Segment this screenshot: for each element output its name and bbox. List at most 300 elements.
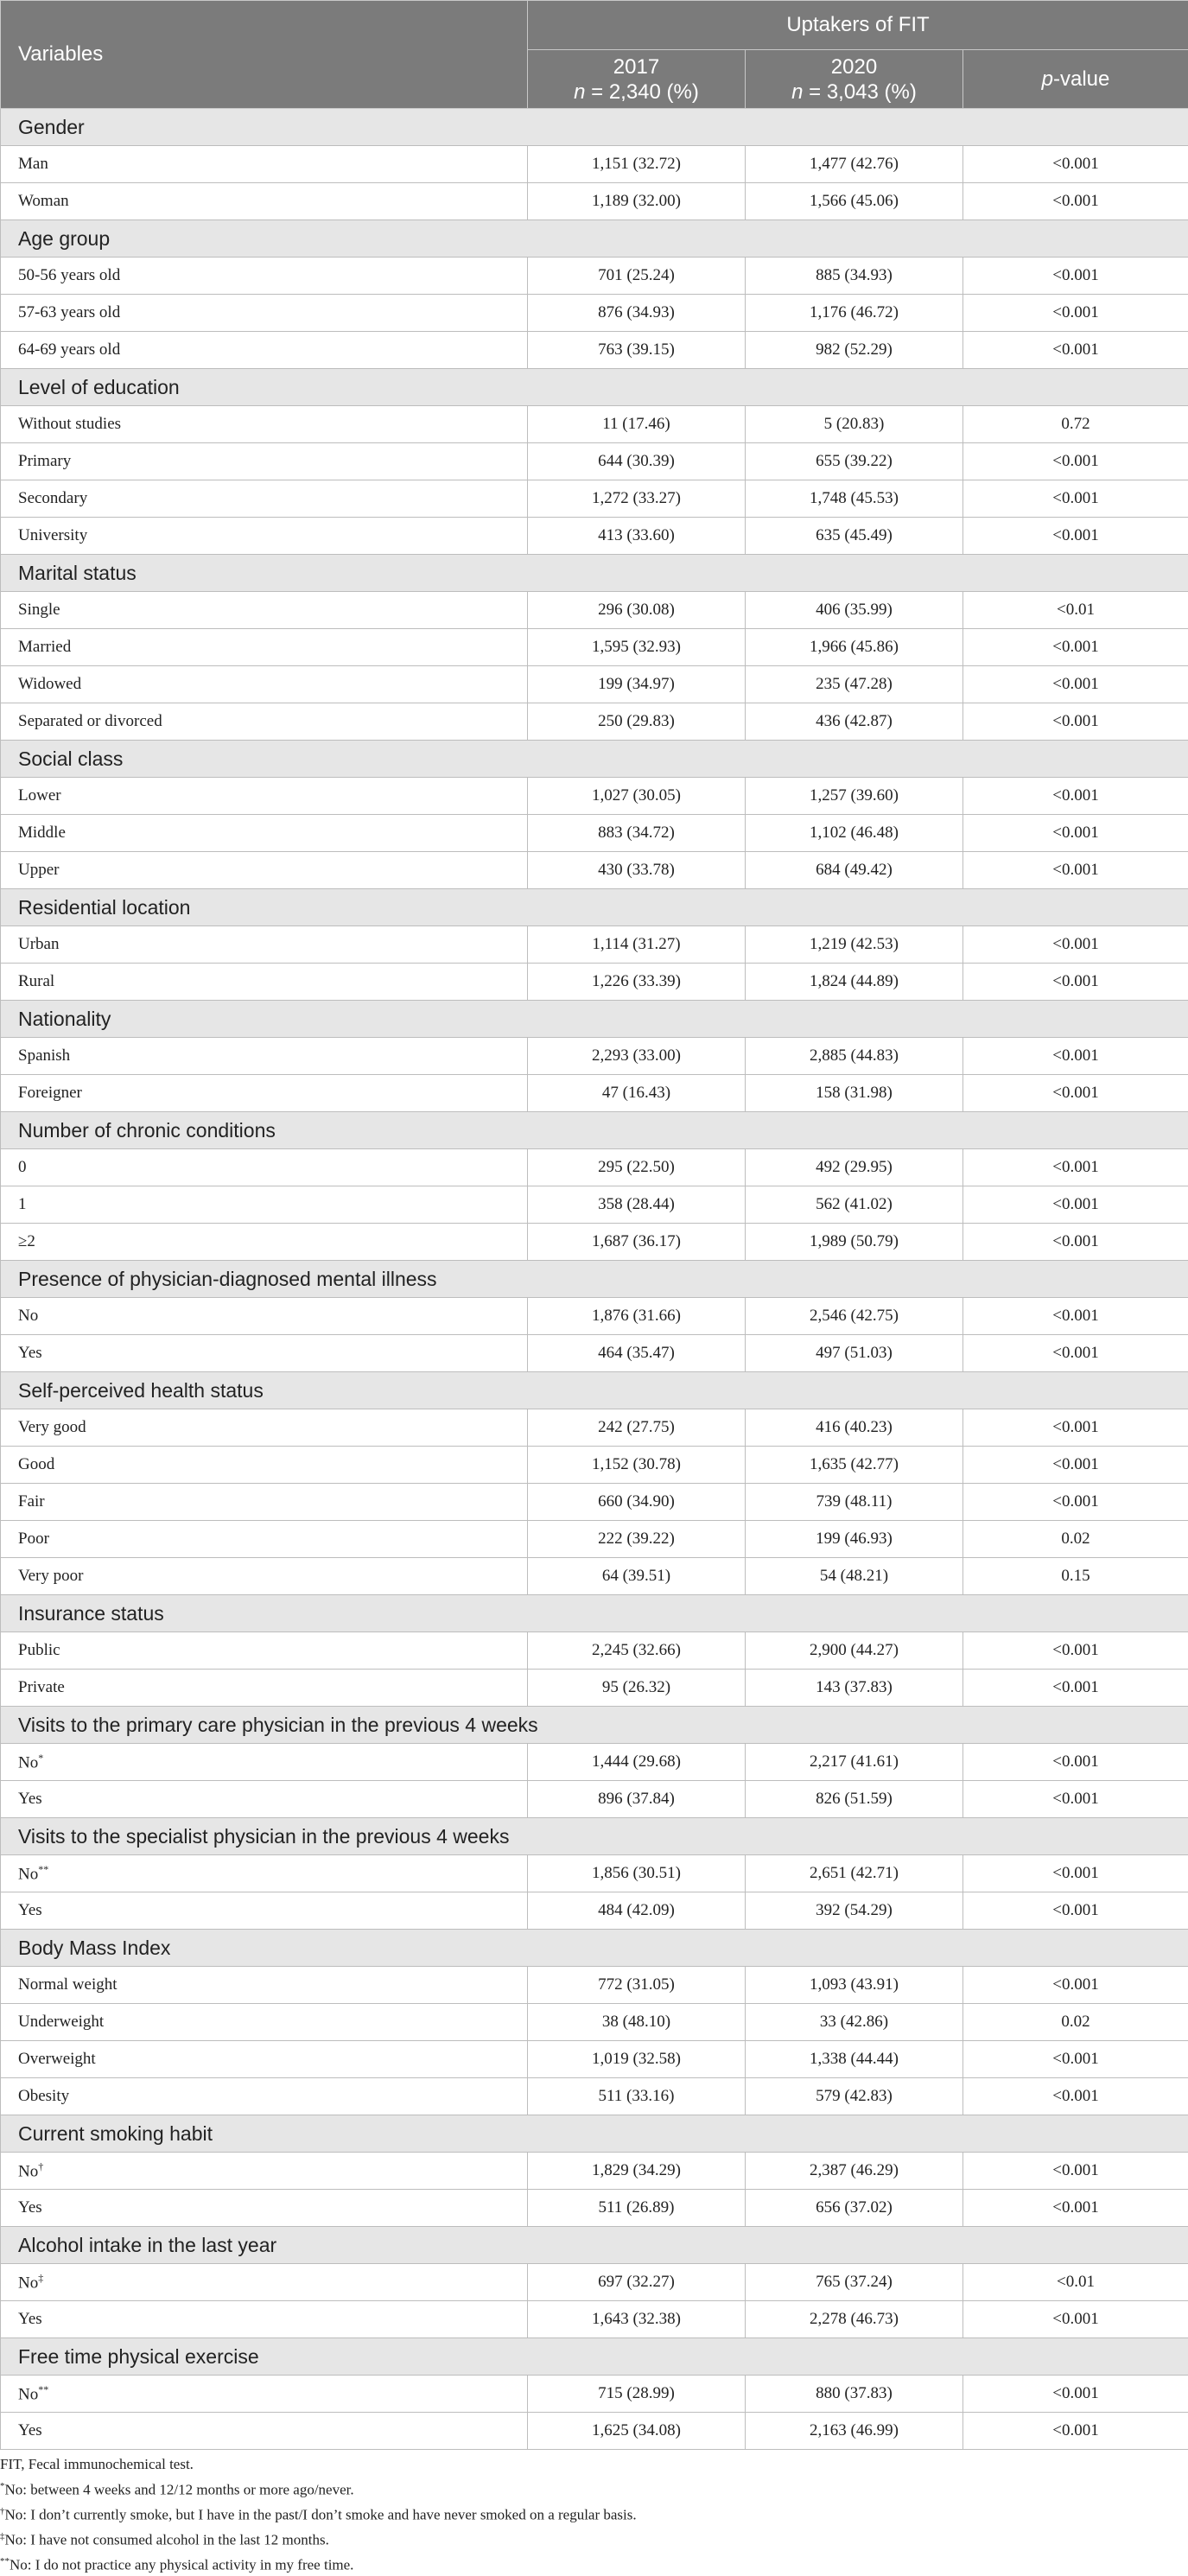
value-2017-cell: 1,444 (29.68) (528, 1744, 746, 1781)
value-2020-cell: 2,546 (42.75) (746, 1298, 963, 1335)
value-2017-cell: 242 (27.75) (528, 1409, 746, 1447)
pvalue-cell: <0.001 (963, 1892, 1188, 1930)
footnote (0, 2526, 637, 2551)
year-2017-header: 2017 n = 2,340 (%) (528, 50, 746, 109)
table-row (1, 1447, 1188, 1484)
footnote (0, 2476, 637, 2501)
row-label: No (18, 1865, 38, 1883)
row-label: Urban (18, 935, 59, 953)
pvalue-cell: 0.15 (963, 1558, 1188, 1595)
pvalue-cell: <0.001 (963, 1781, 1188, 1818)
row-label: Middle (18, 824, 66, 842)
section-header-row (1, 1372, 1188, 1409)
row-label: Yes (18, 1344, 42, 1362)
value-2017-cell: 250 (29.83) (528, 703, 746, 741)
row-label-cell (1, 443, 528, 480)
value-2020-cell: 2,885 (44.83) (746, 1038, 963, 1075)
row-label-cell (1, 1149, 528, 1186)
row-label-cell (1, 2264, 528, 2301)
value-2020-cell: 562 (41.02) (746, 1186, 963, 1224)
row-label-cell (1, 1186, 528, 1224)
value-2017-cell: 772 (31.05) (528, 1967, 746, 2004)
table-row (1, 666, 1188, 703)
row-label: 1 (18, 1195, 27, 1213)
row-label-cell (1, 2153, 528, 2190)
row-label-cell (1, 2413, 528, 2450)
value-2017-cell: 1,027 (30.05) (528, 778, 746, 815)
value-2020-cell: 406 (35.99) (746, 592, 963, 629)
value-2020-cell: 1,102 (46.48) (746, 815, 963, 852)
value-2020-cell: 416 (40.23) (746, 1409, 963, 1447)
value-2017-cell: 644 (30.39) (528, 443, 746, 480)
value-2020-cell: 739 (48.11) (746, 1484, 963, 1521)
pvalue-cell: <0.001 (963, 2190, 1188, 2227)
pvalue-cell: <0.001 (963, 1632, 1188, 1670)
row-label-cell (1, 406, 528, 443)
value-2017-cell: 199 (34.97) (528, 666, 746, 703)
row-label-cell (1, 1967, 528, 2004)
value-2020-cell: 2,163 (46.99) (746, 2413, 963, 2450)
row-label-cell (1, 2041, 528, 2078)
row-label-cell (1, 2376, 528, 2413)
pvalue-cell: <0.001 (963, 2078, 1188, 2115)
pvalue-cell: 0.02 (963, 2004, 1188, 2041)
row-label-cell (1, 1335, 528, 1372)
row-label: Overweight (18, 2050, 96, 2068)
row-label: Very poor (18, 1567, 83, 1585)
footnote-marker: ** (38, 1863, 48, 1875)
footnote-marker: ‡ (38, 2272, 43, 2284)
pvalue-cell: <0.001 (963, 2153, 1188, 2190)
row-label-cell (1, 183, 528, 220)
row-label-cell (1, 1038, 528, 1075)
row-label: Normal weight (18, 1975, 118, 1994)
footnote-marker: ** (0, 2556, 10, 2566)
value-2017-cell: 2,293 (33.00) (528, 1038, 746, 1075)
value-2017-cell: 2,245 (32.66) (528, 1632, 746, 1670)
table-row (1, 1558, 1188, 1595)
table-row (1, 183, 1188, 220)
table-row (1, 1484, 1188, 1521)
table-row (1, 1409, 1188, 1447)
section-title: Free time physical exercise (1, 2338, 1188, 2376)
value-2020-cell: 143 (37.83) (746, 1670, 963, 1707)
table-footnotes (0, 2454, 637, 2576)
section-title: Current smoking habit (1, 2115, 1188, 2153)
row-label: Without studies (18, 415, 121, 433)
table-row (1, 2376, 1188, 2413)
section-header-row (1, 1818, 1188, 1855)
table-row (1, 926, 1188, 964)
value-2017-cell: 511 (26.89) (528, 2190, 746, 2227)
table-row (1, 2078, 1188, 2115)
table-row (1, 1075, 1188, 1112)
section-title: Level of education (1, 369, 1188, 406)
footnote-text: No: I don’t currently smoke, but I have in the past/I don’t smoke and have never smoked on a regular basis. (5, 2506, 637, 2522)
row-label-cell (1, 1744, 528, 1781)
row-label: Secondary (18, 489, 87, 507)
section-header-row (1, 2227, 1188, 2264)
pvalue-cell: 0.02 (963, 1521, 1188, 1558)
pvalue-cell: <0.001 (963, 1447, 1188, 1484)
section-title: Insurance status (1, 1595, 1188, 1632)
value-2017-cell: 701 (25.24) (528, 258, 746, 295)
table-row (1, 258, 1188, 295)
row-label: Yes (18, 2310, 42, 2328)
section-title: Residential location (1, 889, 1188, 926)
table-row (1, 964, 1188, 1001)
row-label: Very good (18, 1418, 86, 1436)
value-2017-cell: 1,625 (34.08) (528, 2413, 746, 2450)
section-title: Visits to the primary care physician in the previous 4 weeks (1, 1707, 1188, 1744)
footnote-marker: * (38, 1752, 43, 1764)
value-2017-cell: 1,189 (32.00) (528, 183, 746, 220)
table-row (1, 1967, 1188, 2004)
row-label: No (18, 1753, 38, 1771)
section-header-row (1, 2338, 1188, 2376)
row-label-cell (1, 629, 528, 666)
value-2017-cell: 1,829 (34.29) (528, 2153, 746, 2190)
table-row (1, 332, 1188, 369)
row-label-cell (1, 1447, 528, 1484)
row-label: Foreigner (18, 1084, 82, 1102)
section-header-row (1, 1707, 1188, 1744)
row-label: 50-56 years old (18, 266, 120, 284)
value-2020-cell: 2,651 (42.71) (746, 1855, 963, 1892)
table-row (1, 1855, 1188, 1892)
pvalue-cell: <0.001 (963, 1149, 1188, 1186)
value-2017-cell: 763 (39.15) (528, 332, 746, 369)
value-2017-cell: 358 (28.44) (528, 1186, 746, 1224)
row-label: Separated or divorced (18, 712, 162, 730)
pvalue-header: p-value (963, 50, 1188, 109)
table-row (1, 1186, 1188, 1224)
row-label-cell (1, 295, 528, 332)
value-2017-cell: 47 (16.43) (528, 1075, 746, 1112)
row-label-cell (1, 1298, 528, 1335)
footnote-marker: * (0, 2481, 5, 2491)
value-2020-cell: 2,900 (44.27) (746, 1632, 963, 1670)
row-label-cell (1, 1781, 528, 1818)
row-label-cell (1, 926, 528, 964)
value-2017-cell: 876 (34.93) (528, 295, 746, 332)
section-header-row (1, 1261, 1188, 1298)
row-label: No (18, 2385, 38, 2403)
row-label-cell (1, 1075, 528, 1112)
pvalue-cell: <0.001 (963, 815, 1188, 852)
footnote-text: No: between 4 weeks and 12/12 months or more ago/never. (5, 2481, 354, 2497)
value-2020-cell: 684 (49.42) (746, 852, 963, 889)
value-2017-cell: 222 (39.22) (528, 1521, 746, 1558)
row-label-cell (1, 258, 528, 295)
value-2020-cell: 54 (48.21) (746, 1558, 963, 1595)
row-label-cell (1, 480, 528, 518)
table-row (1, 2264, 1188, 2301)
value-2020-cell: 880 (37.83) (746, 2376, 963, 2413)
pvalue-cell: <0.001 (963, 332, 1188, 369)
section-title: Body Mass Index (1, 1930, 1188, 1967)
row-label: 57-63 years old (18, 303, 120, 321)
pvalue-cell: <0.001 (963, 443, 1188, 480)
value-2020-cell: 5 (20.83) (746, 406, 963, 443)
value-2020-cell: 1,338 (44.44) (746, 2041, 963, 2078)
row-label-cell (1, 1855, 528, 1892)
value-2017-cell: 1,272 (33.27) (528, 480, 746, 518)
value-2017-cell: 1,151 (32.72) (528, 146, 746, 183)
table-row (1, 443, 1188, 480)
value-2020-cell: 235 (47.28) (746, 666, 963, 703)
row-label: No (18, 2274, 38, 2292)
row-label: 0 (18, 1158, 27, 1176)
value-2017-cell: 484 (42.09) (528, 1892, 746, 1930)
row-label-cell (1, 518, 528, 555)
value-2020-cell: 392 (54.29) (746, 1892, 963, 1930)
value-2017-cell: 660 (34.90) (528, 1484, 746, 1521)
value-2020-cell: 1,824 (44.89) (746, 964, 963, 1001)
table-row (1, 1149, 1188, 1186)
row-label: Fair (18, 1492, 45, 1511)
pvalue-cell: <0.001 (963, 2041, 1188, 2078)
section-title: Gender (1, 109, 1188, 146)
value-2020-cell: 2,387 (46.29) (746, 2153, 963, 2190)
table-row (1, 518, 1188, 555)
row-label: Married (18, 638, 71, 656)
table-row (1, 1781, 1188, 1818)
table-row (1, 1335, 1188, 1372)
row-label: Poor (18, 1530, 49, 1548)
value-2020-cell: 1,635 (42.77) (746, 1447, 963, 1484)
section-header-row (1, 1112, 1188, 1149)
table-row (1, 592, 1188, 629)
row-label: No (18, 1307, 38, 1325)
table-row (1, 2041, 1188, 2078)
section-header-row (1, 2115, 1188, 2153)
footnote-marker: † (0, 2506, 5, 2516)
row-label-cell (1, 1484, 528, 1521)
section-title: Number of chronic conditions (1, 1112, 1188, 1149)
section-title: Alcohol intake in the last year (1, 2227, 1188, 2264)
value-2017-cell: 430 (33.78) (528, 852, 746, 889)
value-2017-cell: 1,019 (32.58) (528, 2041, 746, 2078)
row-label-cell (1, 2078, 528, 2115)
value-2020-cell: 826 (51.59) (746, 1781, 963, 1818)
section-title: Presence of physician-diagnosed mental illness (1, 1261, 1188, 1298)
value-2017-cell: 1,152 (30.78) (528, 1447, 746, 1484)
value-2017-cell: 296 (30.08) (528, 592, 746, 629)
pvalue-cell: <0.001 (963, 1075, 1188, 1112)
pvalue-cell: <0.001 (963, 778, 1188, 815)
group-header: Uptakers of FIT (528, 1, 1188, 50)
pvalue-cell: <0.001 (963, 1855, 1188, 1892)
footnote-marker: ** (38, 2383, 48, 2395)
pvalue-cell: <0.001 (963, 964, 1188, 1001)
value-2020-cell: 1,093 (43.91) (746, 1967, 963, 2004)
row-label-cell (1, 703, 528, 741)
row-label: Widowed (18, 675, 81, 693)
value-2017-cell: 64 (39.51) (528, 1558, 746, 1595)
row-label-cell (1, 1892, 528, 1930)
value-2017-cell: 1,643 (32.38) (528, 2301, 746, 2338)
value-2017-cell: 715 (28.99) (528, 2376, 746, 2413)
table-row (1, 480, 1188, 518)
value-2020-cell: 1,566 (45.06) (746, 183, 963, 220)
pvalue-cell: <0.001 (963, 146, 1188, 183)
row-label: Good (18, 1455, 54, 1473)
value-2017-cell: 896 (37.84) (528, 1781, 746, 1818)
row-label-cell (1, 2301, 528, 2338)
value-2017-cell: 1,114 (31.27) (528, 926, 746, 964)
footnote-marker: † (38, 2160, 43, 2172)
row-label-cell (1, 146, 528, 183)
value-2020-cell: 579 (42.83) (746, 2078, 963, 2115)
row-label: Yes (18, 1790, 42, 1808)
row-label: Yes (18, 1901, 42, 1919)
pvalue-cell: <0.001 (963, 1744, 1188, 1781)
row-label: 64-69 years old (18, 340, 120, 359)
value-2020-cell: 158 (31.98) (746, 1075, 963, 1112)
row-label-cell (1, 1558, 528, 1595)
pvalue-cell: <0.001 (963, 1038, 1188, 1075)
row-label-cell (1, 2190, 528, 2227)
row-label-cell (1, 852, 528, 889)
row-label: Spanish (18, 1046, 70, 1065)
pvalue-cell: <0.001 (963, 703, 1188, 741)
value-2020-cell: 497 (51.03) (746, 1335, 963, 1372)
row-label: Yes (18, 2198, 42, 2217)
footnote-text: FIT, Fecal immunochemical test. (0, 2456, 194, 2472)
value-2020-cell: 655 (39.22) (746, 443, 963, 480)
pvalue-cell: <0.001 (963, 629, 1188, 666)
row-label: Lower (18, 786, 61, 805)
footnote-text: No: I have not consumed alcohol in the last 12 months. (5, 2531, 329, 2547)
row-label: Obesity (18, 2087, 69, 2105)
pvalue-cell: <0.001 (963, 183, 1188, 220)
value-2017-cell: 697 (32.27) (528, 2264, 746, 2301)
value-2020-cell: 199 (46.93) (746, 1521, 963, 1558)
section-header-row (1, 220, 1188, 258)
value-2020-cell: 635 (45.49) (746, 518, 963, 555)
value-2017-cell: 1,876 (31.66) (528, 1298, 746, 1335)
pvalue-cell: <0.001 (963, 258, 1188, 295)
pvalue-cell: <0.001 (963, 2376, 1188, 2413)
value-2017-cell: 464 (35.47) (528, 1335, 746, 1372)
value-2020-cell: 982 (52.29) (746, 332, 963, 369)
row-label: Primary (18, 452, 71, 470)
row-label: Upper (18, 861, 59, 879)
table-row (1, 1892, 1188, 1930)
section-title: Age group (1, 220, 1188, 258)
value-2020-cell: 885 (34.93) (746, 258, 963, 295)
footnote-marker: ‡ (0, 2531, 5, 2541)
table-row (1, 703, 1188, 741)
value-2020-cell: 492 (29.95) (746, 1149, 963, 1186)
pvalue-cell: <0.01 (963, 592, 1188, 629)
table-row (1, 146, 1188, 183)
row-label: Private (18, 1678, 65, 1696)
pvalue-cell: <0.001 (963, 852, 1188, 889)
row-label: Woman (18, 192, 69, 210)
value-2017-cell: 1,595 (32.93) (528, 629, 746, 666)
section-header-row (1, 109, 1188, 146)
section-title: Self-perceived health status (1, 1372, 1188, 1409)
section-title: Marital status (1, 555, 1188, 592)
table-row (1, 406, 1188, 443)
row-label-cell (1, 964, 528, 1001)
pvalue-cell: <0.001 (963, 1298, 1188, 1335)
table-row (1, 1038, 1188, 1075)
value-2017-cell: 1,687 (36.17) (528, 1224, 746, 1261)
footnote-text: No: I do not practice any physical activity in my free time. (10, 2557, 353, 2573)
value-2020-cell: 1,477 (42.76) (746, 146, 963, 183)
pvalue-cell: <0.001 (963, 666, 1188, 703)
table-row (1, 1224, 1188, 1261)
value-2017-cell: 295 (22.50) (528, 1149, 746, 1186)
table-row (1, 2301, 1188, 2338)
row-label-cell (1, 2004, 528, 2041)
table-row (1, 1670, 1188, 1707)
table-row (1, 1521, 1188, 1558)
table-row (1, 2413, 1188, 2450)
row-label: Underweight (18, 2013, 104, 2031)
row-label: Public (18, 1641, 60, 1659)
table-row (1, 295, 1188, 332)
value-2020-cell: 1,989 (50.79) (746, 1224, 963, 1261)
section-title: Nationality (1, 1001, 1188, 1038)
value-2017-cell: 1,856 (30.51) (528, 1855, 746, 1892)
value-2020-cell: 1,966 (45.86) (746, 629, 963, 666)
row-label-cell (1, 666, 528, 703)
value-2017-cell: 95 (26.32) (528, 1670, 746, 1707)
table-row (1, 1744, 1188, 1781)
pvalue-cell: <0.001 (963, 1186, 1188, 1224)
value-2017-cell: 11 (17.46) (528, 406, 746, 443)
table-row (1, 852, 1188, 889)
section-header-row (1, 741, 1188, 778)
value-2020-cell: 765 (37.24) (746, 2264, 963, 2301)
value-2017-cell: 38 (48.10) (528, 2004, 746, 2041)
value-2020-cell: 2,278 (46.73) (746, 2301, 963, 2338)
table-row (1, 815, 1188, 852)
row-label-cell (1, 815, 528, 852)
table-row (1, 2004, 1188, 2041)
table-row (1, 1632, 1188, 1670)
pvalue-cell: <0.001 (963, 480, 1188, 518)
pvalue-cell: <0.001 (963, 2301, 1188, 2338)
variables-header: Variables (1, 1, 528, 109)
value-2020-cell: 1,176 (46.72) (746, 295, 963, 332)
pvalue-cell: <0.001 (963, 926, 1188, 964)
pvalue-cell: 0.72 (963, 406, 1188, 443)
pvalue-cell: <0.001 (963, 1409, 1188, 1447)
section-title: Social class (1, 741, 1188, 778)
value-2020-cell: 1,748 (45.53) (746, 480, 963, 518)
table-row (1, 2190, 1188, 2227)
pvalue-cell: <0.001 (963, 2413, 1188, 2450)
footnote (0, 2551, 637, 2576)
footnote (0, 2454, 637, 2476)
row-label: Man (18, 155, 48, 173)
section-header-row (1, 555, 1188, 592)
row-label-cell (1, 592, 528, 629)
table-row (1, 778, 1188, 815)
table-body (1, 109, 1188, 2450)
section-header-row (1, 369, 1188, 406)
table-row (1, 629, 1188, 666)
value-2017-cell: 413 (33.60) (528, 518, 746, 555)
row-label: Rural (18, 972, 54, 990)
table-row (1, 1298, 1188, 1335)
value-2020-cell: 1,257 (39.60) (746, 778, 963, 815)
